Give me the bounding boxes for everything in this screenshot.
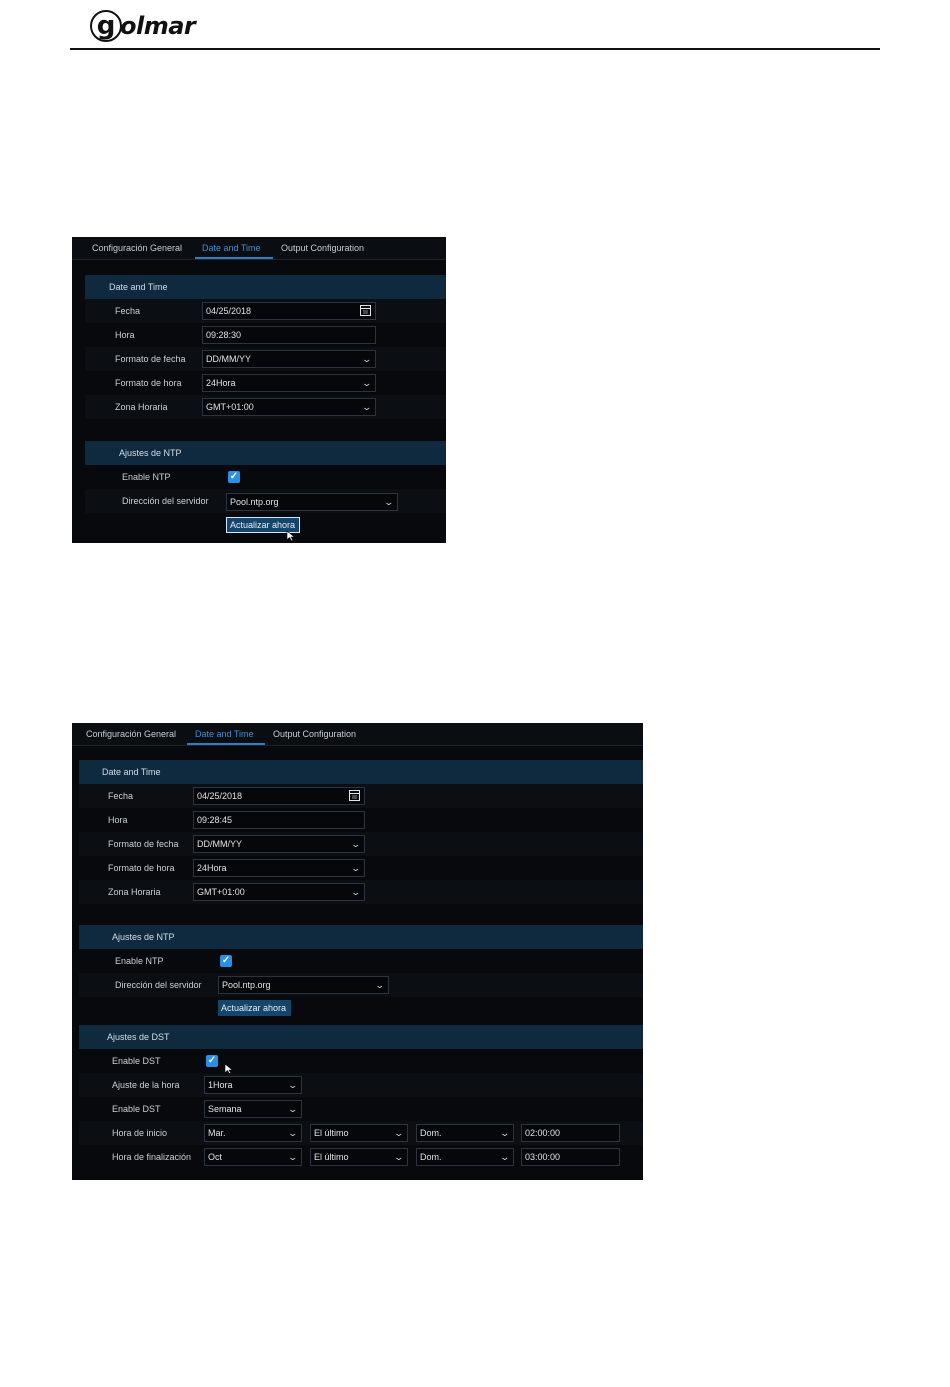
golmar-logo <box>90 6 195 46</box>
formato-fecha-select[interactable] <box>202 350 376 368</box>
tab-date-and-time[interactable]: Date and Time <box>202 243 261 253</box>
checkbox-checked-icon[interactable]: ✓ <box>229 471 239 482</box>
chevron-down-icon: ⌄ <box>350 839 362 849</box>
zona-value: GMT+01:00 <box>206 402 254 412</box>
inicio-semana-value: El último <box>314 1128 349 1138</box>
formato-fecha-label: Formato de fecha <box>115 354 186 364</box>
fecha-field[interactable] <box>202 302 376 320</box>
fecha-value: 04/25/2018 <box>197 791 243 801</box>
screenshot-date-time-ntp <box>72 237 446 543</box>
dst-mode-label: Enable DST <box>112 1104 161 1114</box>
formato-hora-select[interactable] <box>193 859 365 877</box>
checkbox-checked-icon[interactable]: ✓ <box>221 955 231 966</box>
formato-hora-value: 24Hora <box>197 863 227 873</box>
section-dst: Ajustes de DST <box>79 1025 643 1049</box>
inicio-mes-select[interactable] <box>204 1124 302 1142</box>
tab-configuracion-general[interactable]: Configuración General <box>92 243 183 253</box>
fin-dia-select[interactable] <box>416 1148 514 1166</box>
section-date-and-time: Date and Time <box>79 760 643 784</box>
chevron-down-icon: ⌄ <box>383 497 395 507</box>
servidor-value: Pool.ntp.org <box>230 497 279 507</box>
mouse-pointer-icon <box>286 530 296 542</box>
hora-label: Hora <box>108 815 128 825</box>
logo-text: olmar <box>120 12 196 40</box>
zona-label: Zona Horaria <box>115 402 168 412</box>
servidor-label: Dirección del servidor <box>115 980 202 990</box>
chevron-down-icon: ⌄ <box>287 1128 299 1138</box>
ajuste-hora-label: Ajuste de la hora <box>112 1080 180 1090</box>
formato-fecha-value: DD/MM/YY <box>206 354 251 364</box>
actualizar-ahora-button[interactable]: Actualizar ahora <box>218 1000 291 1016</box>
zona-select[interactable] <box>202 398 376 416</box>
formato-hora-select[interactable] <box>202 374 376 392</box>
fin-dia-value: Dom. <box>420 1152 442 1162</box>
servidor-label: Dirección del servidor <box>122 496 209 506</box>
chevron-down-icon: ⌄ <box>374 980 386 990</box>
inicio-hora-field[interactable] <box>521 1124 620 1142</box>
formato-fecha-label: Formato de fecha <box>108 839 179 849</box>
section-ntp: Ajustes de NTP <box>79 925 643 949</box>
zona-label: Zona Horaria <box>108 887 161 897</box>
chevron-down-icon: ⌄ <box>499 1152 511 1162</box>
section-date-and-time: Date and Time <box>85 275 446 299</box>
chevron-down-icon: ⌄ <box>361 402 373 412</box>
tab-date-and-time[interactable]: Date and Time <box>195 729 254 739</box>
enable-dst-label: Enable DST <box>112 1056 161 1066</box>
active-tab-underline <box>195 257 273 259</box>
chevron-down-icon: ⌄ <box>287 1152 299 1162</box>
servidor-select[interactable] <box>218 976 389 994</box>
dst-mode-select[interactable] <box>204 1100 302 1118</box>
hora-label: Hora <box>115 330 135 340</box>
inicio-dia-select[interactable] <box>416 1124 514 1142</box>
dst-mode-value: Semana <box>208 1104 242 1114</box>
formato-hora-label: Formato de hora <box>115 378 182 388</box>
fecha-label: Fecha <box>115 306 141 316</box>
fecha-label: Fecha <box>108 791 134 801</box>
servidor-value: Pool.ntp.org <box>222 980 271 990</box>
tab-bar <box>72 237 446 260</box>
enable-ntp-label: Enable NTP <box>115 956 164 966</box>
chevron-down-icon: ⌄ <box>350 887 362 897</box>
formato-fecha-value: DD/MM/YY <box>197 839 242 849</box>
inicio-mes-value: Mar. <box>208 1128 226 1138</box>
fin-semana-select[interactable] <box>310 1148 408 1166</box>
zona-value: GMT+01:00 <box>197 887 245 897</box>
ajuste-hora-value: 1Hora <box>208 1080 233 1090</box>
screenshot-date-time-ntp-dst <box>72 723 643 1180</box>
tab-configuracion-general[interactable]: Configuración General <box>86 729 177 739</box>
hora-field[interactable] <box>193 811 365 829</box>
hora-value: 09:28:30 <box>206 330 242 340</box>
section-ntp: Ajustes de NTP <box>85 441 446 465</box>
fin-semana-value: El último <box>314 1152 349 1162</box>
actualizar-ahora-button[interactable]: Actualizar ahora <box>226 517 300 533</box>
enable-ntp-label: Enable NTP <box>122 472 171 482</box>
checkbox-checked-icon[interactable]: ✓ <box>207 1055 217 1066</box>
calendar-icon[interactable] <box>349 790 360 801</box>
chevron-down-icon: ⌄ <box>393 1128 405 1138</box>
formato-hora-value: 24Hora <box>206 378 236 388</box>
tab-output-configuration[interactable]: Output Configuration <box>273 729 357 739</box>
formato-hora-label: Formato de hora <box>108 863 175 873</box>
fecha-field[interactable] <box>193 787 365 805</box>
servidor-select[interactable] <box>226 493 398 511</box>
tab-bar <box>72 723 643 746</box>
hora-value: 09:28:45 <box>197 815 233 825</box>
fin-hora-value: 03:00:00 <box>525 1152 561 1162</box>
formato-fecha-select[interactable] <box>193 835 365 853</box>
fecha-value: 04/25/2018 <box>206 306 252 316</box>
zona-select[interactable] <box>193 883 365 901</box>
chevron-down-icon: ⌄ <box>287 1104 299 1114</box>
chevron-down-icon: ⌄ <box>499 1128 511 1138</box>
fin-mes-value: Oct <box>208 1152 223 1162</box>
header-rule <box>70 48 880 50</box>
fin-mes-select[interactable] <box>204 1148 302 1166</box>
calendar-icon[interactable] <box>360 305 371 316</box>
fin-hora-field[interactable] <box>521 1148 620 1166</box>
ajuste-hora-select[interactable] <box>204 1076 302 1094</box>
inicio-dia-value: Dom. <box>420 1128 442 1138</box>
chevron-down-icon: ⌄ <box>287 1080 299 1090</box>
logo-mark: g <box>90 10 122 42</box>
inicio-hora-value: 02:00:00 <box>525 1128 561 1138</box>
hora-inicio-label: Hora de inicio <box>112 1128 168 1138</box>
chevron-down-icon: ⌄ <box>350 863 362 873</box>
chevron-down-icon: ⌄ <box>393 1152 405 1162</box>
hora-field[interactable] <box>202 326 376 344</box>
chevron-down-icon: ⌄ <box>361 354 373 364</box>
active-tab-underline <box>187 743 265 745</box>
tab-output-configuration[interactable]: Output Configuration <box>281 243 365 253</box>
chevron-down-icon: ⌄ <box>361 378 373 388</box>
hora-fin-label: Hora de finalización <box>112 1152 192 1162</box>
inicio-semana-select[interactable] <box>310 1124 408 1142</box>
